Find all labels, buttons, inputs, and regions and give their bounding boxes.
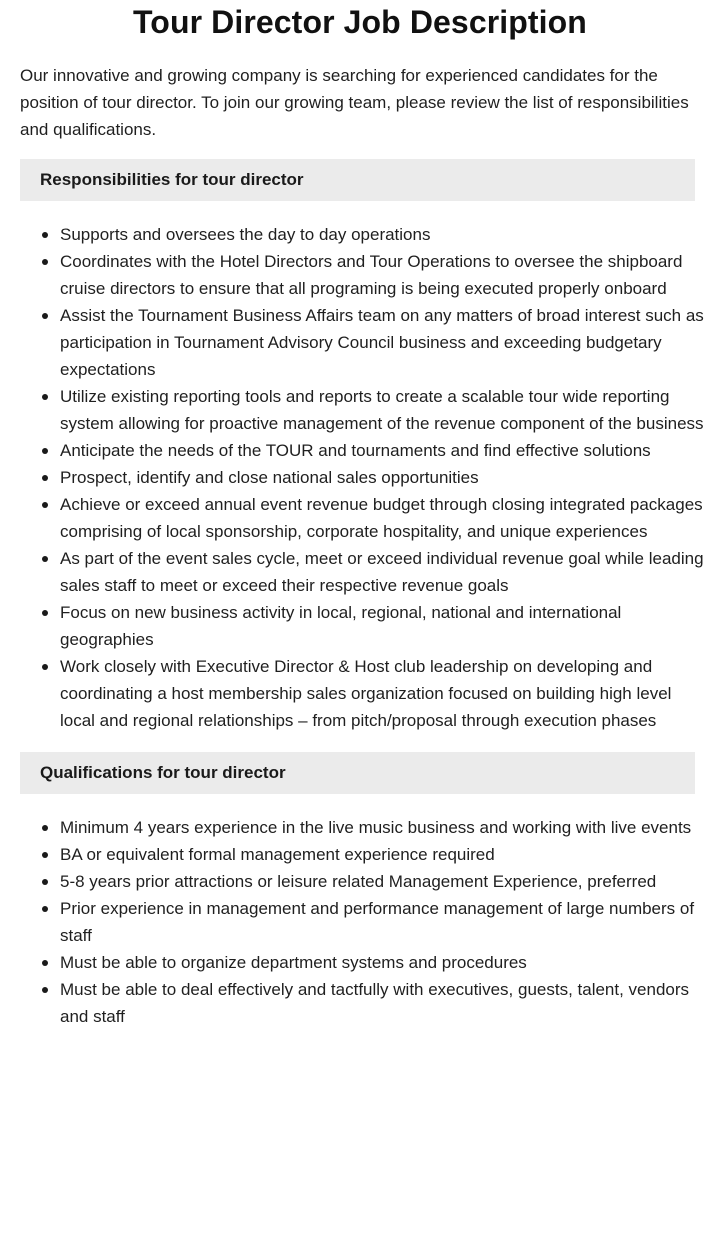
list-item-text: Must be able to organize department systems and procedures — [60, 953, 527, 972]
list-item — [60, 302, 710, 383]
list-item-text: 5-8 years prior attractions or leisure related Management Experience, preferred — [60, 872, 657, 891]
list-item — [60, 464, 710, 491]
list-item-text: Assist the Tournament Business Affairs team on any matters of broad interest such as participation in Tournament Advisory Council business and exceeding budgetary expectations — [60, 306, 704, 379]
intro-paragraph: Our innovative and growing company is searching for experienced candidates for the position of tour director. To join our growing team, please review the list of responsibilities and qualifications. — [20, 66, 689, 139]
list-item — [60, 599, 710, 653]
bullet-icon — [42, 610, 48, 616]
bullet-icon — [42, 664, 48, 670]
qualifications-header: Qualifications for tour director — [20, 752, 695, 794]
list-item — [60, 976, 710, 1030]
list-item — [60, 653, 710, 734]
bullet-icon — [42, 852, 48, 858]
list-item-text: Coordinates with the Hotel Directors and Tour Operations to oversee the shipboard cruise directors to ensure that all programing is being executed properly onboard — [60, 252, 683, 298]
bullet-icon — [42, 987, 48, 993]
list-item — [60, 437, 710, 464]
bullet-icon — [42, 448, 48, 454]
list-item-text: Utilize existing reporting tools and reports to create a scalable tour wide reporting system allowing for proactive management of the revenue component of the business — [60, 387, 704, 433]
list-item-text: Anticipate the needs of the TOUR and tournaments and find effective solutions — [60, 441, 651, 460]
bullet-icon — [42, 259, 48, 265]
responsibilities-list — [20, 221, 710, 734]
qualifications-list — [20, 814, 710, 1030]
list-item — [60, 841, 710, 868]
bullet-icon — [42, 906, 48, 912]
bullet-icon — [42, 960, 48, 966]
list-item-text: Achieve or exceed annual event revenue budget through closing integrated packages comprising of local sponsorship, corporate hospitality, and unique experiences — [60, 495, 703, 541]
list-item — [60, 383, 710, 437]
bullet-icon — [42, 232, 48, 238]
responsibilities-header: Responsibilities for tour director — [20, 159, 695, 201]
bullet-icon — [42, 475, 48, 481]
list-item-text: Minimum 4 years experience in the live music business and working with live events — [60, 818, 692, 837]
bullet-icon — [42, 825, 48, 831]
list-item-text: Must be able to deal effectively and tactfully with executives, guests, talent, vendors and staff — [60, 980, 690, 1026]
list-item — [60, 814, 710, 841]
list-item-text: Prior experience in management and performance management of large numbers of staff — [60, 899, 695, 945]
list-item-text: Prospect, identify and close national sales opportunities — [60, 468, 479, 487]
bullet-icon — [42, 879, 48, 885]
page-title: Tour Director Job Description — [133, 4, 587, 40]
list-item-text: Supports and oversees the day to day operations — [60, 225, 431, 244]
bullet-icon — [42, 394, 48, 400]
bullet-icon — [42, 502, 48, 508]
list-item — [60, 221, 710, 248]
list-item — [60, 895, 710, 949]
bullet-icon — [42, 313, 48, 319]
bullet-icon — [42, 556, 48, 562]
list-item-text: Focus on new business activity in local, regional, national and international geographies — [60, 603, 622, 649]
list-item-text: As part of the event sales cycle, meet or exceed individual revenue goal while leading sales staff to meet or exceed their respective revenue goals — [60, 549, 704, 595]
list-item — [60, 248, 710, 302]
list-item-text: Work closely with Executive Director & Host club leadership on developing and coordinating a host membership sales organization focused on building high level local and regional relationships – from pitch/proposal through execution phases — [60, 657, 672, 730]
list-item — [60, 545, 710, 599]
list-item — [60, 949, 710, 976]
list-item — [60, 491, 710, 545]
list-item-text: BA or equivalent formal management experience required — [60, 845, 495, 864]
list-item — [60, 868, 710, 895]
